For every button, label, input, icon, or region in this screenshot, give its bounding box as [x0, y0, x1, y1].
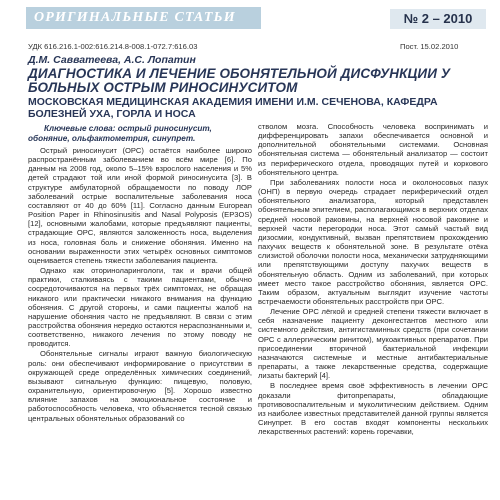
received-date: Пост. 15.02.2010 [400, 42, 459, 51]
issue-number: № 2 – 2010 [390, 9, 486, 29]
article-authors: Д.М. Савватеева, А.С. Лопатин [28, 54, 196, 66]
paragraph: Обонятельные сигналы играют важную биологическую роль: они обеспечивают информирование о присутствии в окружающей среде определённых химических соединений, вызывают сигнальную функцию: пищевую, половую, охранительную, ориентировочную [5]. Хорошо известно влияние запахов на эмоциональное состояние и работоспособность человека, что объясняется тесной связью центральных обонятельных образований со [28, 349, 252, 423]
article-title: ДИАГНОСТИКА И ЛЕЧЕНИЕ ОБОНЯТЕЛЬНОЙ ДИСФУНКЦИИ У БОЛЬНЫХ ОСТРЫМ РИНОСИНУСИТОМ [28, 66, 451, 95]
left-column [28, 146, 252, 424]
paragraph: Острый риносинусит (ОРС) остаётся наиболее широко распространённым заболеванием во всём мире [6]. По данным на 2008 год, около 5–15% взрослого населения и 5% детей страдают той или иной формой риносинусита [3]. В структуре амбулаторной обращаемости по поводу ЛОР заболеваний острые воспалительные заболевания носа составляют от 40 до 60% [11]. Согласно данным European Position Paper in Rhinosinusitis and Nasal Polyposis (EP3OS) [12], основными жалобами, которые предъявляют пациенты, страдающие ОРС, являются заложенность носа, выделения из носа, головная боль и снижение обоняния. Именно на основании выраженности этих четырёх основных симптомов оценивается степень тяжести заболевания пациента. [28, 146, 252, 265]
paragraph: При заболеваниях полости носа и околоносовых пазух (ОНП) в первую очередь страдает периферический отдел обонятельного анализатора, который представлен обонятельным эпителием, располагающимся в верхних отделах средней носовой раковины, на верхней носовой раковине и верхней части перегородки носа. Этот самый частый вид дизосмии, кондуктивный, вызван препятствием прохождению пахучих веществ к обонятельной зоне. В результате отёка слизистой оболочки полости носа, механически затрудняющими или препятствующими доступу пахучих веществ в обонятельную область. Одним из заболеваний, при которых имеет место такое расстройство обоняния, является ОРС. Таким образом, актуальным выглядит изучение частоты встречаемости обонятельных расстройств при ОРС. [258, 177, 488, 306]
right-column [258, 122, 488, 437]
paragraph: Однако как оториноларингологи, так и врачи общей практики, сталкиваясь с такими пациентами, обычно сосредоточиваются на первых трёх симптомах, не обращая никакого или практически никакого внимания на функцию обоняния. С другой стороны, и сами пациенты жалоб на нарушение обоняния часто не предъявляют. В связи с этим расстройства обоняния нередко остаются нераспознанными и, соответственно, никакого лечения по этому поводу не проводится. [28, 266, 252, 349]
paragraph: стволом мозга. Способность человека воспринимать и дифференцировать запахи обеспечивается основной и дополнительной обонятельными системами. Основная обонятельная система — обонятельный анализатор — состоит из периферического отдела, проводящих путей и коркового обонятельного центра. [258, 122, 488, 177]
section-title: ОРИГИНАЛЬНЫЕ СТАТЬИ [26, 7, 261, 29]
udc-code: УДК 616.216.1-002:616.214.8-008.1-072.7:616.03 [28, 42, 198, 51]
journal-header [0, 0, 500, 34]
article-keywords: Ключевые слова: острый риносинусит, обоняние, ольфактометрия, синупрет. [28, 124, 212, 143]
paragraph: В последнее время своё эффективность в лечении ОРС доказали фитопрепараты, обладающие противовоспалительным и муколитическим действием. Одним из наиболее известных представителей данной группы является Синупрет. В его состав входят компоненты нескольких лекарственных растений: корень горечавки, [258, 381, 488, 437]
paragraph: Лечение ОРС лёгкой и средней степени тяжести включает в себя назначение пациенту деконгестантов местного или системного действия, антигистаминных средств (при сочетании ОРС с аллергическим ринитом), мукоактивных препаратов. При присоединении вторичной бактериальной инфекции назначаются системные и местные антибактериальные препараты, а также лекарственные средства, содержащие лизаты бактерий [4]. [258, 307, 488, 381]
article-institution: МОСКОВСКАЯ МЕДИЦИНСКАЯ АКАДЕМИЯ ИМЕНИ И.М. СЕЧЕНОВА, КАФЕДРА БОЛЕЗНЕЙ УХА, ГОРЛА И НОСА [28, 96, 438, 120]
